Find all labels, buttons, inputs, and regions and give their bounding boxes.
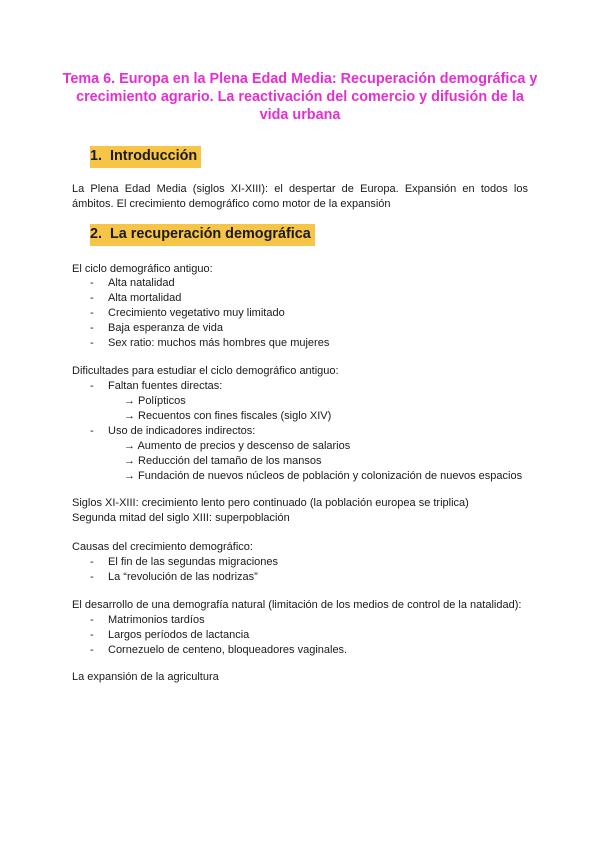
sub-list-item: → Reducción del tamaño de los mansos (124, 455, 322, 467)
siglos-line-2: Segunda mitad del siglo XIII: superpoblación (72, 512, 290, 524)
sub-list-item: → Fundación de nuevos núcleos de población y colonización de nuevos espacios (124, 470, 523, 482)
section-heading-introduccion (90, 146, 201, 168)
section-number: 2. (90, 226, 103, 242)
list-item: La “revolución de las nodrizas” (108, 571, 258, 583)
list-item: Crecimiento vegetativo muy limitado (108, 307, 285, 319)
list-dash: - (90, 277, 94, 289)
ciclo-label: El ciclo demográfico antiguo: (72, 263, 213, 275)
list-item: Matrimonios tardíos (108, 614, 205, 626)
list-dash: - (90, 425, 94, 437)
list-dash: - (90, 307, 94, 319)
list-dash: - (90, 556, 94, 568)
list-item: El fin de las segundas migraciones (108, 556, 278, 568)
dificultades-label: Dificultades para estudiar el ciclo demográfico antiguo: (72, 365, 339, 377)
list-dash: - (90, 337, 94, 349)
list-dash: - (90, 292, 94, 304)
sub-list-item: → Aumento de precios y descenso de salarios (124, 440, 351, 452)
section-number: 1. (90, 148, 103, 164)
sub-list-item: → Polípticos (124, 395, 186, 407)
section-heading-text: Introducción (110, 148, 198, 164)
expansion-line: La expansión de la agricultura (72, 671, 219, 683)
list-dash: - (90, 322, 94, 334)
intro-paragraph: La Plena Edad Media (siglos XI-XIII): el despertar de Europa. Expansión en todos los ámbitos. El crecimiento demográfico como motor de la expansión (72, 183, 528, 210)
section-heading-text: La recuperación demográfica (110, 226, 311, 242)
causas-label: Causas del crecimiento demográfico: (72, 541, 253, 553)
list-dash: - (90, 571, 94, 583)
list-item: Alta mortalidad (108, 292, 182, 304)
list-item: Faltan fuentes directas: (108, 380, 223, 392)
list-item: Cornezuelo de centeno, bloqueadores vaginales. (108, 644, 348, 656)
list-dash: - (90, 644, 94, 656)
list-dash: - (90, 380, 94, 392)
sub-list-item: → Recuentos con fines fiscales (siglo XIV) (124, 410, 332, 422)
list-item: Largos períodos de lactancia (108, 629, 250, 641)
list-dash: - (90, 629, 94, 641)
list-dash: - (90, 614, 94, 626)
list-item: Uso de indicadores indirectos: (108, 425, 256, 437)
list-item: Alta natalidad (108, 277, 175, 289)
document-title: Tema 6. Europa en la Plena Edad Media: Recuperación demográfica y crecimiento agrario. La reactivación del comercio y difusión de la vida urbana (62, 71, 538, 123)
section-heading-recuperacion (90, 224, 315, 246)
list-item: Baja esperanza de vida (108, 322, 223, 334)
siglos-line-1: Siglos XI-XIII: crecimiento lento pero continuado (la población europea se triplica) (72, 497, 469, 509)
desarrollo-label: El desarrollo de una demografía natural (limitación de los medios de control de la natalidad): (72, 599, 522, 611)
list-item: Sex ratio: muchos más hombres que mujeres (108, 337, 330, 349)
